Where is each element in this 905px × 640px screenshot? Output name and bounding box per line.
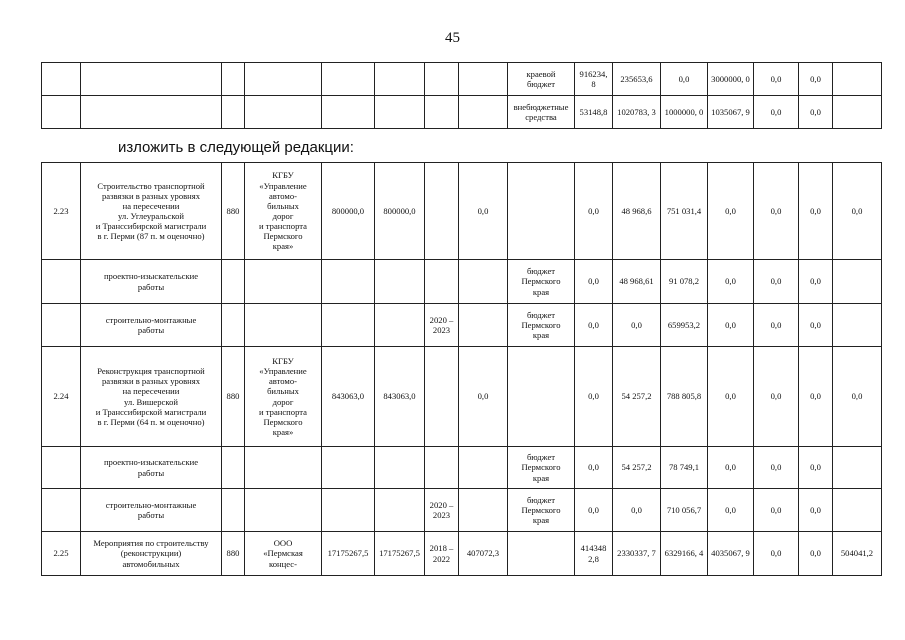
- table-cell: 880: [222, 532, 245, 576]
- table-cell: 800000,0: [322, 163, 375, 260]
- table-cell: 0,0: [708, 260, 754, 304]
- table-cell: [322, 260, 375, 304]
- table-cell: 78 749,1: [661, 447, 708, 489]
- table-cell: 880: [222, 163, 245, 260]
- table-cell: [833, 447, 882, 489]
- table-cell: 0,0: [708, 304, 754, 347]
- table-cell: 0,0: [754, 163, 799, 260]
- table-cell: 0,0: [754, 63, 799, 96]
- table-cell: [42, 260, 81, 304]
- table-cell: [459, 447, 508, 489]
- table-cell: [42, 304, 81, 347]
- table-cell: строительно-монтажные работы: [81, 489, 222, 532]
- table-cell: КГБУ «Управление автомо- бильных дорог и транспорта Пермского края»: [245, 163, 322, 260]
- table-cell: 2330337, 7: [613, 532, 661, 576]
- table-cell: [42, 63, 81, 96]
- table-cell: [425, 260, 459, 304]
- table-cell: [459, 63, 508, 96]
- table-cell: бюджет Пермского края: [508, 447, 575, 489]
- table-row: [42, 347, 882, 447]
- table-cell: 800000,0: [375, 163, 425, 260]
- table-cell: [833, 96, 882, 129]
- table-cell: [508, 163, 575, 260]
- table-cell: [245, 63, 322, 96]
- table-cell: [245, 96, 322, 129]
- table-cell: [322, 96, 375, 129]
- table-cell: 2020 – 2023: [425, 304, 459, 347]
- table-cell: Реконструкция транспортной развязки в разных уровнях на пересечении ул. Вишерской и Транссибирской магистрали в г. Перми (64 п. м оценочно): [81, 347, 222, 447]
- table-cell: [42, 447, 81, 489]
- table-cell: 407072,3: [459, 532, 508, 576]
- table-cell: 4035067, 9: [708, 532, 754, 576]
- table-cell: [508, 532, 575, 576]
- table-cell: 0,0: [799, 260, 833, 304]
- table-cell: 0,0: [799, 304, 833, 347]
- table-cell: 0,0: [613, 304, 661, 347]
- table-cell: 504041,2: [833, 532, 882, 576]
- table-cell: 54 257,2: [613, 447, 661, 489]
- table-cell: [222, 260, 245, 304]
- table-cell: 0,0: [799, 532, 833, 576]
- table-cell: [375, 63, 425, 96]
- table-cell: 843063,0: [322, 347, 375, 447]
- table-cell: 843063,0: [375, 347, 425, 447]
- continuation-table-body: [42, 63, 882, 129]
- table-cell: 0,0: [799, 347, 833, 447]
- table-cell: [425, 447, 459, 489]
- table-cell: 2.25: [42, 532, 81, 576]
- program-measures-table: [41, 162, 882, 576]
- table-row: [42, 63, 882, 96]
- table-cell: 0,0: [459, 347, 508, 447]
- table-cell: [459, 260, 508, 304]
- table-cell: [245, 260, 322, 304]
- table-cell: [42, 489, 81, 532]
- table-cell: 0,0: [708, 447, 754, 489]
- table-cell: Строительство транспортной развязки в разных уровнях на пересечении ул. Углеуральской и Транссибирской магистрали в г. Перми (87 п. м оценочно): [81, 163, 222, 260]
- table-cell: [375, 447, 425, 489]
- table-cell: 2.23: [42, 163, 81, 260]
- amendment-heading: изложить в следующей редакции:: [118, 139, 354, 156]
- table-cell: [833, 489, 882, 532]
- table-cell: 0,0: [754, 304, 799, 347]
- table-cell: 0,0: [799, 163, 833, 260]
- table-cell: [245, 489, 322, 532]
- table-cell: [425, 347, 459, 447]
- table-cell: 0,0: [754, 260, 799, 304]
- table-cell: [375, 260, 425, 304]
- table-cell: 0,0: [708, 489, 754, 532]
- table-cell: 0,0: [708, 347, 754, 447]
- table-cell: 0,0: [575, 260, 613, 304]
- table-cell: [322, 304, 375, 347]
- table-cell: краевой бюджет: [508, 63, 575, 96]
- table-cell: [459, 489, 508, 532]
- table-cell: [222, 63, 245, 96]
- table-cell: Мероприятия по строительству (реконструкции) автомобильных: [81, 532, 222, 576]
- table-cell: [375, 489, 425, 532]
- table-row: [42, 96, 882, 129]
- table-cell: [425, 96, 459, 129]
- table-cell: 0,0: [708, 163, 754, 260]
- page-number: 45: [445, 30, 460, 46]
- table-cell: 659953,2: [661, 304, 708, 347]
- table-cell: [222, 96, 245, 129]
- table-cell: [459, 304, 508, 347]
- table-cell: 0,0: [575, 489, 613, 532]
- table-cell: 54 257,2: [613, 347, 661, 447]
- table-cell: проектно-изыскательские работы: [81, 260, 222, 304]
- table-cell: 0,0: [754, 489, 799, 532]
- table-cell: [508, 347, 575, 447]
- table-cell: 0,0: [799, 63, 833, 96]
- table-cell: [375, 304, 425, 347]
- table-cell: 17175267,5: [375, 532, 425, 576]
- table-cell: 2.24: [42, 347, 81, 447]
- table-cell: ООО «Пермская концес-: [245, 532, 322, 576]
- table-cell: 3000000, 0: [708, 63, 754, 96]
- table-cell: [322, 63, 375, 96]
- table-cell: 91 078,2: [661, 260, 708, 304]
- table-row: [42, 260, 882, 304]
- table-cell: 0,0: [575, 163, 613, 260]
- table-cell: [222, 447, 245, 489]
- table-cell: 0,0: [575, 447, 613, 489]
- table-row: [42, 447, 882, 489]
- table-cell: 916234, 8: [575, 63, 613, 96]
- table-cell: КГБУ «Управление автомо- бильных дорог и транспорта Пермского края»: [245, 347, 322, 447]
- table-cell: 0,0: [754, 447, 799, 489]
- program-measures-table-body: [42, 163, 882, 576]
- table-cell: бюджет Пермского края: [508, 489, 575, 532]
- table-cell: [245, 304, 322, 347]
- table-cell: 0,0: [459, 163, 508, 260]
- table-cell: 48 968,6: [613, 163, 661, 260]
- table-cell: 53148,8: [575, 96, 613, 129]
- table-cell: [375, 96, 425, 129]
- table-cell: 0,0: [613, 489, 661, 532]
- table-cell: 0,0: [799, 489, 833, 532]
- table-cell: 710 056,7: [661, 489, 708, 532]
- table-cell: проектно-изыскательские работы: [81, 447, 222, 489]
- table-cell: [833, 260, 882, 304]
- table-cell: 0,0: [754, 532, 799, 576]
- table-cell: 751 031,4: [661, 163, 708, 260]
- table-row: [42, 163, 882, 260]
- table-cell: [42, 96, 81, 129]
- table-cell: 17175267,5: [322, 532, 375, 576]
- table-cell: [833, 63, 882, 96]
- table-cell: 0,0: [575, 304, 613, 347]
- table-cell: 788 805,8: [661, 347, 708, 447]
- table-cell: [245, 447, 322, 489]
- table-cell: [459, 96, 508, 129]
- table-cell: 0,0: [661, 63, 708, 96]
- table-cell: [425, 163, 459, 260]
- table-cell: бюджет Пермского края: [508, 260, 575, 304]
- table-cell: 880: [222, 347, 245, 447]
- table-cell: 0,0: [799, 96, 833, 129]
- table-row: [42, 304, 882, 347]
- table-cell: 2018 – 2022: [425, 532, 459, 576]
- table-cell: [81, 63, 222, 96]
- table-cell: [833, 304, 882, 347]
- table-cell: 0,0: [754, 347, 799, 447]
- table-cell: [425, 63, 459, 96]
- table-row: [42, 532, 882, 576]
- table-cell: 1000000, 0: [661, 96, 708, 129]
- table-cell: [81, 96, 222, 129]
- table-cell: 1035067, 9: [708, 96, 754, 129]
- table-row: [42, 489, 882, 532]
- table-cell: 0,0: [833, 347, 882, 447]
- table-cell: 414348 2,8: [575, 532, 613, 576]
- table-cell: 48 968,61: [613, 260, 661, 304]
- continuation-table: [41, 62, 882, 129]
- table-cell: 0,0: [575, 347, 613, 447]
- table-cell: 0,0: [754, 96, 799, 129]
- table-cell: бюджет Пермского края: [508, 304, 575, 347]
- table-cell: [222, 489, 245, 532]
- table-cell: [322, 447, 375, 489]
- table-cell: 1020783, 3: [613, 96, 661, 129]
- table-cell: 235653,6: [613, 63, 661, 96]
- table-cell: [322, 489, 375, 532]
- table-cell: 0,0: [833, 163, 882, 260]
- table-cell: 6329166, 4: [661, 532, 708, 576]
- table-cell: внебюджетные средства: [508, 96, 575, 129]
- table-cell: строительно-монтажные работы: [81, 304, 222, 347]
- table-cell: 2020 – 2023: [425, 489, 459, 532]
- table-cell: 0,0: [799, 447, 833, 489]
- table-cell: [222, 304, 245, 347]
